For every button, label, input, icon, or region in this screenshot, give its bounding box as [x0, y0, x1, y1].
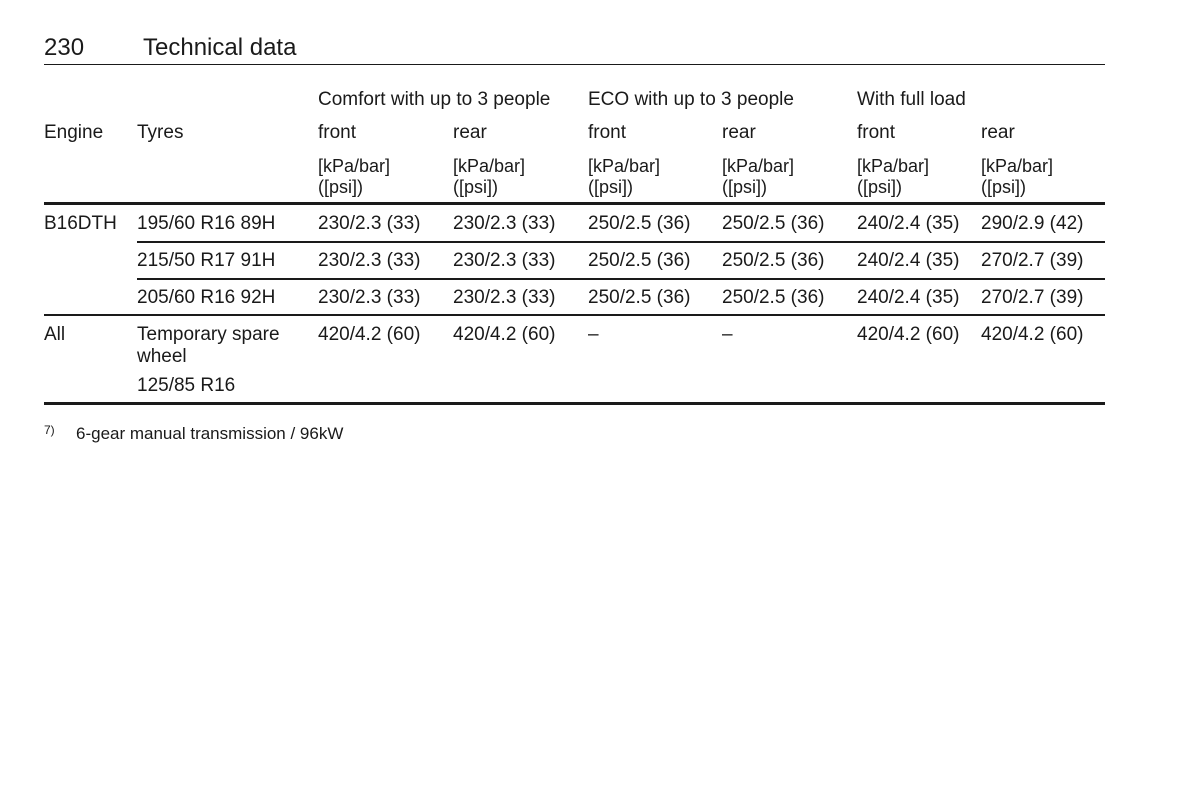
table-bottom-divider	[44, 402, 1105, 405]
column-header-front: front	[588, 122, 627, 143]
unit-header-psi: ([psi])	[981, 177, 1026, 197]
page-number: 230	[44, 34, 85, 61]
pressure-cell: 240/2.4 (35)	[857, 213, 960, 234]
pressure-cell: 250/2.5 (36)	[722, 287, 825, 308]
unit-header-psi: ([psi])	[318, 177, 363, 197]
pressure-cell: 270/2.7 (39)	[981, 287, 1084, 308]
tyre-cell: 205/60 R16 92H	[137, 287, 276, 308]
pressure-cell: 250/2.5 (36)	[588, 287, 691, 308]
column-header-rear: rear	[722, 122, 756, 143]
unit-header: [kPa/bar]	[981, 156, 1054, 176]
pressure-cell: 250/2.5 (36)	[722, 250, 825, 271]
group-header-eco: ECO with up to 3 people	[588, 89, 794, 110]
pressure-cell: 290/2.9 (42)	[981, 213, 1084, 234]
pressure-cell: 240/2.4 (35)	[857, 287, 960, 308]
header-divider	[44, 202, 1105, 205]
column-header-engine: Engine	[44, 122, 104, 143]
tyre-cell: 125/85 R16	[137, 375, 236, 396]
pressure-cell: 420/4.2 (60)	[453, 324, 556, 345]
pressure-cell: 230/2.3 (33)	[318, 287, 421, 308]
unit-header-psi: ([psi])	[453, 177, 498, 197]
unit-header: [kPa/bar]	[318, 156, 391, 176]
pressure-cell: 250/2.5 (36)	[588, 250, 691, 271]
pressure-cell: 230/2.3 (33)	[318, 250, 421, 271]
unit-header-psi: ([psi])	[722, 177, 767, 197]
pressure-cell: –	[588, 324, 599, 345]
tyre-cell: Temporary spare	[137, 324, 280, 345]
pressure-cell: 420/4.2 (60)	[857, 324, 960, 345]
pressure-cell: 420/4.2 (60)	[318, 324, 421, 345]
pressure-cell: 230/2.3 (33)	[453, 287, 556, 308]
unit-header: [kPa/bar]	[722, 156, 795, 176]
section-title: Technical data	[143, 34, 297, 61]
engine-cell: B16DTH	[44, 213, 117, 234]
tyre-cell: 215/50 R17 91H	[137, 250, 276, 271]
row-divider	[44, 314, 1105, 316]
pressure-cell: –	[722, 324, 733, 345]
page-header	[44, 34, 1105, 65]
column-header-rear: rear	[981, 122, 1015, 143]
pressure-cell: 250/2.5 (36)	[722, 213, 825, 234]
unit-header: [kPa/bar]	[588, 156, 661, 176]
row-divider	[137, 278, 1105, 280]
column-header-front: front	[318, 122, 357, 143]
pressure-cell: 240/2.4 (35)	[857, 250, 960, 271]
unit-header-psi: ([psi])	[857, 177, 902, 197]
footnote-marker: 7)	[44, 423, 55, 437]
pressure-cell: 230/2.3 (33)	[453, 213, 556, 234]
pressure-cell: 420/4.2 (60)	[981, 324, 1084, 345]
column-header-tyres: Tyres	[137, 122, 184, 143]
column-header-rear: rear	[453, 122, 487, 143]
group-header-full-load: With full load	[857, 89, 966, 110]
pressure-cell: 250/2.5 (36)	[588, 213, 691, 234]
footnote-text: 6-gear manual transmission / 96kW	[76, 424, 344, 443]
unit-header: [kPa/bar]	[453, 156, 526, 176]
pressure-cell: 230/2.3 (33)	[318, 213, 421, 234]
pressure-cell: 230/2.3 (33)	[453, 250, 556, 271]
unit-header: [kPa/bar]	[857, 156, 930, 176]
unit-header-psi: ([psi])	[588, 177, 633, 197]
tyre-cell: 195/60 R16 89H	[137, 213, 276, 234]
column-header-front: front	[857, 122, 896, 143]
group-header-comfort: Comfort with up to 3 people	[318, 89, 551, 110]
tyre-cell: wheel	[137, 346, 187, 367]
pressure-cell: 270/2.7 (39)	[981, 250, 1084, 271]
engine-cell: All	[44, 324, 66, 345]
row-divider	[137, 241, 1105, 243]
